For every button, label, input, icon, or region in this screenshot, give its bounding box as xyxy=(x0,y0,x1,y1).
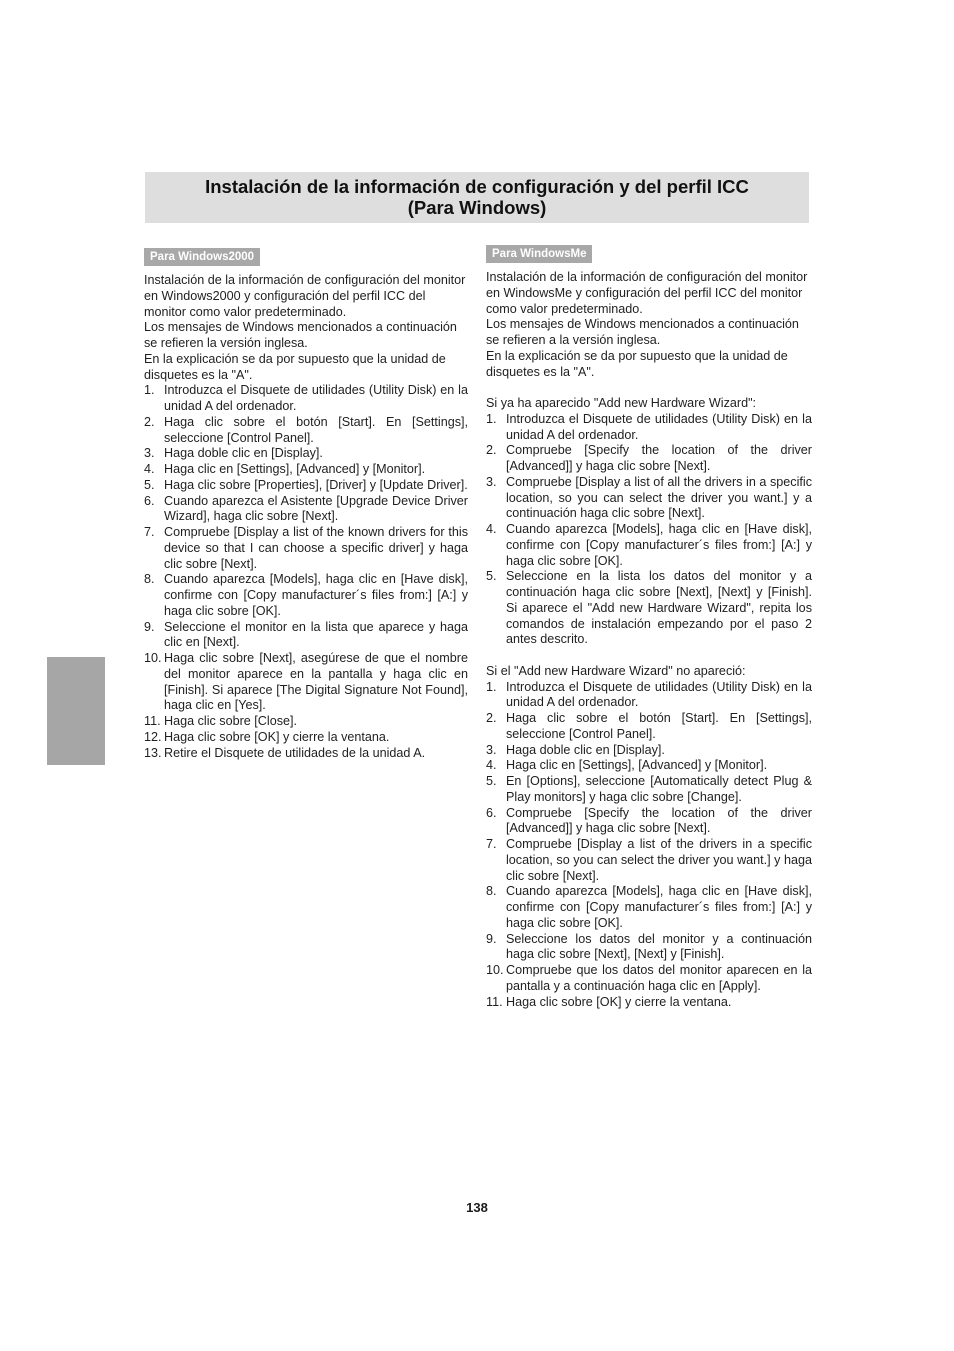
list-item: 12. Haga clic sobre [OK] y cierre la ventana. xyxy=(144,729,390,744)
list-item: 5. Seleccione en la lista los datos del monitor y a continuación haga clic sobre [Next], [Next] y [Finish]. Si aparece el "Add new Hardware Wizard", repita los comandos de instalación empezando por el paso 2 antes descrito. xyxy=(486,569,812,647)
list-item: 8. Cuando aparezca [Models], haga clic en [Have disk], confirme con [Copy manufacturer´s files from:] [A:] y haga clic sobre [OK]. xyxy=(486,884,812,930)
intro-paragraph: En la explicación se da por supuesto que la unidad de disquetes es la "A". xyxy=(144,351,446,382)
list-item: 10. Compruebe que los datos del monitor aparecen en la pantalla y a continuación haga clic en [Apply]. xyxy=(486,963,812,993)
list-item: 8. Cuando aparezca [Models], haga clic en [Have disk], confirme con [Copy manufacturer´s files from:] [A:] y haga clic sobre [OK]. xyxy=(144,572,468,618)
title-line-2: (Para Windows) xyxy=(407,197,547,218)
list-item: 11. Haga clic sobre [Close]. xyxy=(144,714,297,728)
list-item: 13. Retire el Disquete de utilidades de la unidad A. xyxy=(144,745,426,760)
intro-paragraph: Los mensajes de Windows mencionados a continuación se refieren la versión inglesa. xyxy=(144,320,457,350)
title-line-1: Instalación de la información de configuración y del perfil ICC xyxy=(205,176,749,197)
section-title xyxy=(145,172,809,223)
spacer xyxy=(486,380,812,396)
case-heading: Si el "Add new Hardware Wizard" no apareció: xyxy=(486,663,746,678)
list-item: 9. Seleccione los datos del monitor y a continuación haga clic sobre [Next], [Next] y [Finish]. xyxy=(486,931,812,962)
spacer xyxy=(486,648,812,664)
list-item: 10. Haga clic sobre [Next], asegúrese de que el nombre del monitor aparece en la pantalla y haga clic en [Finish]. Si aparece [The Digital Signature Not Found], haga clic en [Yes]. xyxy=(144,651,468,713)
section-label-windowsme: Para WindowsMe xyxy=(486,245,592,263)
steps-list xyxy=(486,680,812,1011)
steps-list xyxy=(486,412,812,648)
list-item: 5. Haga clic sobre [Properties], [Driver] y [Update Driver]. xyxy=(144,477,468,492)
case-heading: Si ya ha aparecido "Add new Hardware Wizard": xyxy=(486,396,757,410)
list-item: 5. En [Options], seleccione [Automatically detect Plug & Play monitors] y haga clic sobre [Change]. xyxy=(486,774,812,804)
list-item: 4. Cuando aparezca [Models], haga clic en [Have disk], confirme con [Copy manufacturer´s files from:] [A:] y haga clic sobre [OK]. xyxy=(486,522,812,568)
list-item: 6. Compruebe [Specify the location of the driver [Advanced]] y haga clic sobre [Next]. xyxy=(486,805,812,836)
list-item: 1. Introduzca el Disquete de utilidades (Utility Disk) en la unidad A del ordenador. xyxy=(486,411,812,442)
list-item: 3. Haga doble clic en [Display]. xyxy=(486,742,665,757)
list-item: 1. Introduzca el Disquete de utilidades (Utility Disk) en la unidad A del ordenador. xyxy=(144,383,468,413)
list-item: 4. Haga clic en [Settings], [Advanced] y [Monitor]. xyxy=(486,758,768,773)
intro-paragraph: En la explicación se da por supuesto que la unidad de disquetes es la "A". xyxy=(486,348,788,379)
list-item: 4. Haga clic en [Settings], [Advanced] y [Monitor]. xyxy=(144,462,426,476)
column-windowsme xyxy=(486,245,812,1010)
intro-paragraph: Los mensajes de Windows mencionados a continuación se refieren a la versión inglesa. xyxy=(486,317,799,347)
list-item: 6. Cuando aparezca el Asistente [Upgrade Device Driver Wizard], haga clic sobre [Next]. xyxy=(144,493,468,524)
list-item: 2. Haga clic sobre el botón [Start]. En [Settings], seleccione [Control Panel]. xyxy=(486,711,812,741)
list-item: 2. Haga clic sobre el botón [Start]. En [Settings], seleccione [Control Panel]. xyxy=(144,414,468,445)
list-item: 7. Compruebe [Display a list of the drivers in a specific location, so you can select the driver you want.] y haga clic sobre [Next]. xyxy=(486,837,812,883)
list-item: 7. Compruebe [Display a list of the known drivers for this device so that I can choose a specific driver] y haga clic sobre [Next]. xyxy=(144,525,468,571)
column-windows2000 xyxy=(144,248,468,761)
language-side-tab xyxy=(47,657,105,765)
list-item: 2. Compruebe [Specify the location of the driver [Advanced]] y haga clic sobre [Next]. xyxy=(486,443,812,473)
section-label-windows2000: Para Windows2000 xyxy=(144,248,260,266)
list-item: 1. Introduzca el Disquete de utilidades (Utility Disk) en la unidad A del ordenador. xyxy=(486,679,812,710)
list-item: 3. Compruebe [Display a list of all the drivers in a specific location, so you can select the driver you want.] y a continuación haga clic sobre [Next]. xyxy=(486,474,812,521)
list-item: 3. Haga doble clic en [Display]. xyxy=(144,446,323,461)
page-number: 138 xyxy=(466,1200,488,1215)
list-item: 9. Seleccione el monitor en la lista que aparece y haga clic en [Next]. xyxy=(144,619,468,650)
steps-list xyxy=(144,383,468,761)
intro-paragraph: Instalación de la información de configuración del monitor en WindowsMe y configuración del perfil ICC del monitor como valor predeterminado. xyxy=(486,270,808,316)
list-item: 11. Haga clic sobre [OK] y cierre la ventana. xyxy=(486,994,732,1009)
intro-paragraph: Instalación de la información de configuración del monitor en Windows2000 y configuración del perfil ICC del monitor como valor predeterminado. xyxy=(144,273,466,319)
